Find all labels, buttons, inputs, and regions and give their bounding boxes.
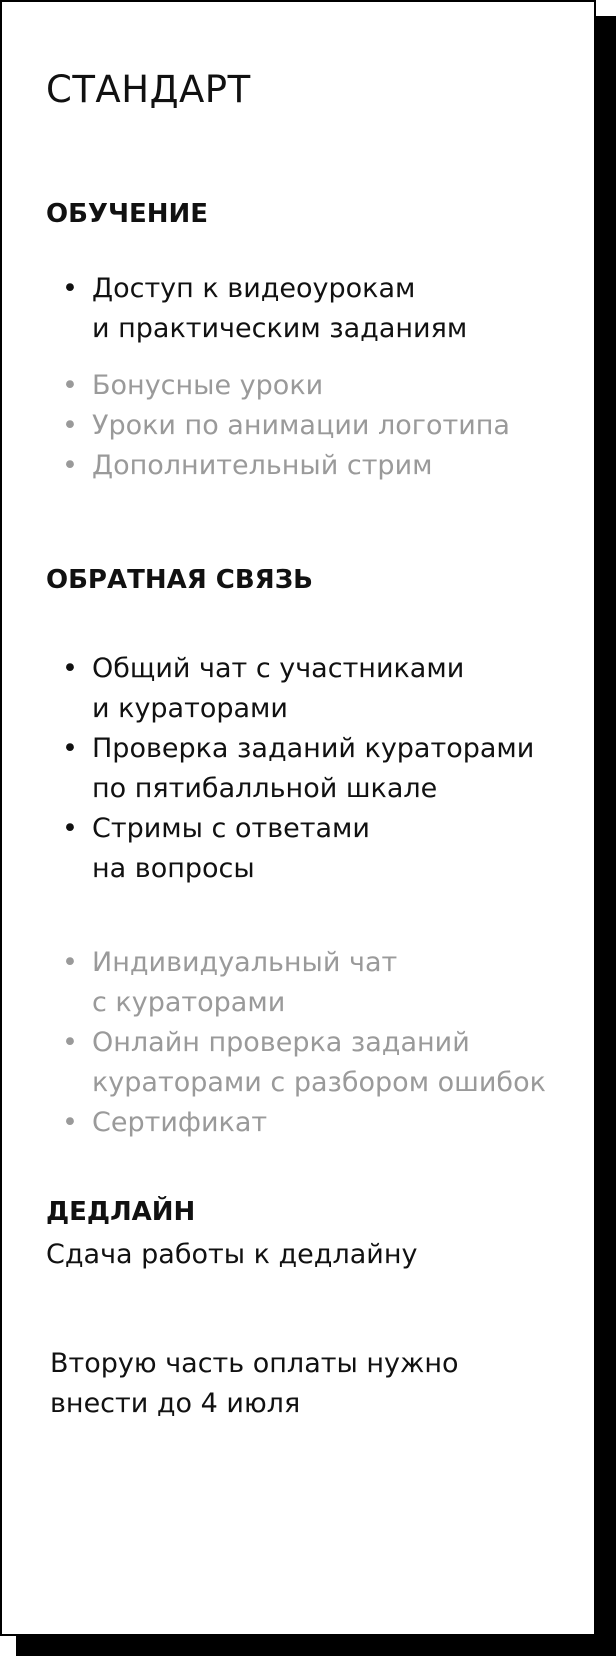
list-item (62, 1103, 546, 1143)
bullet-icon: • (62, 813, 78, 844)
list-item (62, 1023, 546, 1103)
item-line: Бонусные уроки (92, 370, 324, 401)
bullet-icon: • (62, 273, 78, 304)
list-item (62, 366, 510, 406)
item-line: Проверка заданий кураторами (92, 733, 535, 764)
bullet-icon: • (62, 653, 78, 684)
item-line: на вопросы (92, 853, 255, 884)
list-item (62, 649, 534, 729)
list-item (62, 269, 467, 349)
item-line: и кураторами (92, 693, 288, 724)
feedback-included-list (62, 649, 534, 889)
feedback-heading: ОБРАТНАЯ СВЯЗЬ (46, 565, 313, 595)
list-item (62, 943, 546, 1023)
list-item (62, 809, 534, 889)
bullet-icon: • (62, 410, 78, 441)
item-line: Стримы с ответами (92, 813, 370, 844)
item-line: Онлайн проверка заданий (92, 1027, 470, 1058)
item-line: по пятибалльной шкале (92, 773, 438, 804)
list-item (62, 446, 510, 486)
item-line: Общий чат с участниками (92, 653, 465, 684)
list-item (62, 406, 510, 446)
item-line: с кураторами (92, 987, 286, 1018)
payment-note-line: Вторую часть оплаты нужно (50, 1348, 459, 1379)
bullet-icon: • (62, 733, 78, 764)
payment-note (50, 1344, 459, 1424)
bullet-icon: • (62, 450, 78, 481)
learning-included-list (62, 269, 467, 349)
item-line: Дополнительный стрим (92, 450, 433, 481)
bullet-icon: • (62, 1027, 78, 1058)
bullet-icon: • (62, 370, 78, 401)
learning-heading: ОБУЧЕНИЕ (46, 199, 209, 229)
item-line: Уроки по анимации логотипа (92, 410, 510, 441)
item-line: кураторами с разбором ошибок (92, 1067, 546, 1098)
feedback-excluded-list (62, 943, 546, 1143)
payment-note-line: внести до 4 июля (50, 1388, 301, 1419)
list-item (62, 729, 534, 809)
item-line: Индивидуальный чат (92, 947, 398, 978)
deadline-heading: ДЕДЛАЙН (46, 1197, 196, 1227)
learning-excluded-list (62, 366, 510, 486)
deadline-text: Сдача работы к дедлайну (46, 1239, 418, 1270)
bullet-icon: • (62, 1107, 78, 1138)
item-line: и практическим заданиям (92, 313, 468, 344)
item-line: Сертификат (92, 1107, 268, 1138)
plan-title: СТАНДАРТ (46, 68, 251, 111)
bullet-icon: • (62, 947, 78, 978)
item-line: Доступ к видеоурокам (92, 273, 416, 304)
